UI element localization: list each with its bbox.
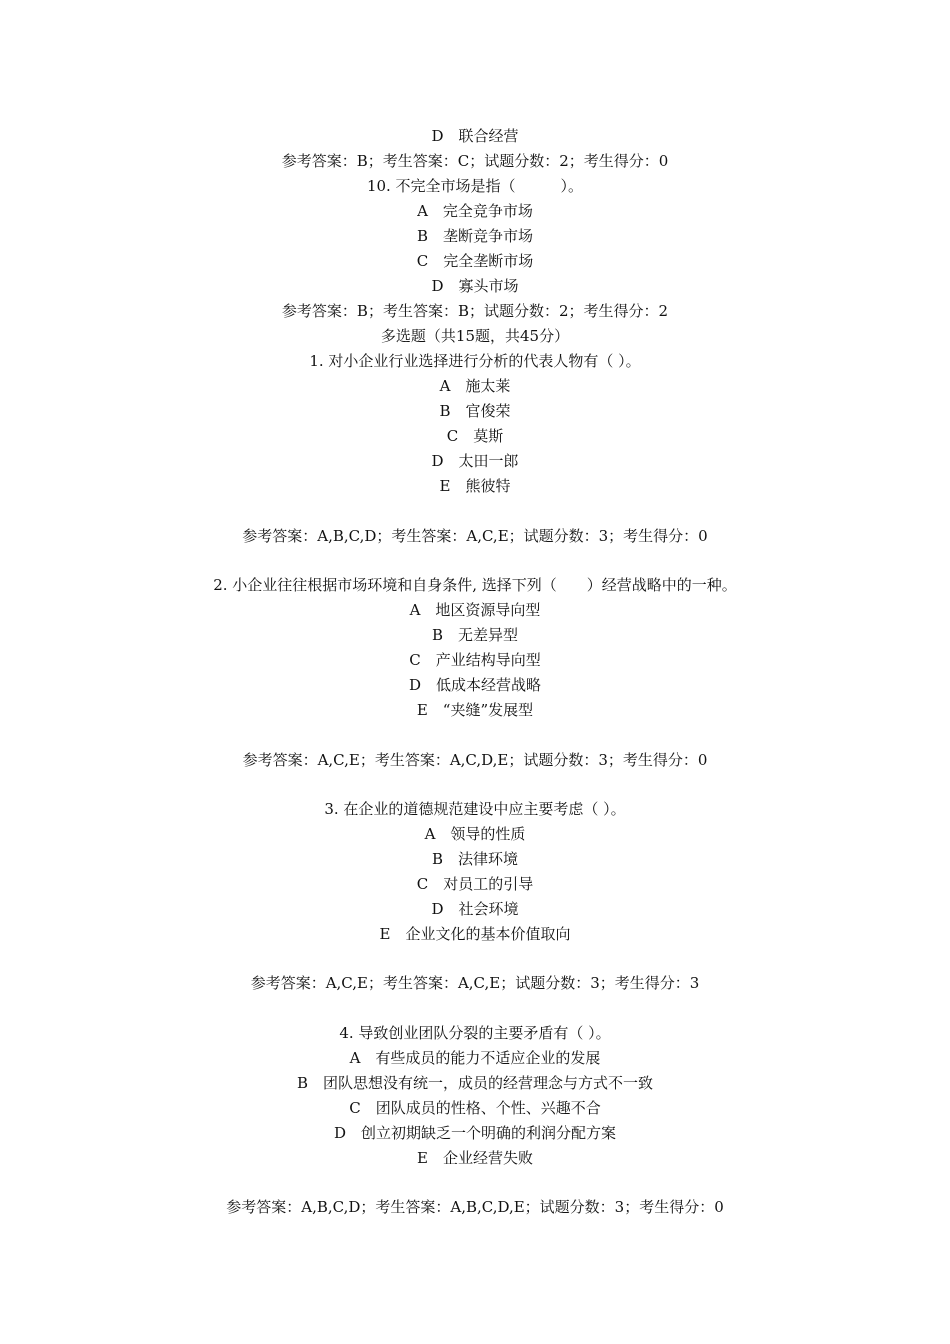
option-line: C 团队成员的性格、个性、兴趣不合 [349, 1099, 601, 1117]
option-line: D 太田一郎 [431, 452, 519, 470]
answer-line: 参考答案：A,C,E；考生答案：A,C,D,E；试题分数：3；考生得分：0 [242, 751, 708, 769]
option-line: E “夹缝”发展型 [416, 701, 534, 719]
option-line: A 完全竞争市场 [417, 202, 533, 220]
option-line: D 创立初期缺乏一个明确的利润分配方案 [333, 1124, 617, 1142]
option-line: C 莫斯 [446, 427, 504, 445]
question-line: 3. 在企业的道德规范建设中应主要考虑（ ）。 [324, 800, 626, 818]
option-line: B 法律环境 [431, 850, 519, 868]
answer-line: 参考答案：B；考生答案：C；试题分数：2；考生得分：0 [281, 152, 669, 170]
question-line: 4. 导致创业团队分裂的主要矛盾有（ ）。 [339, 1024, 611, 1042]
option-line: A 有些成员的能力不适应企业的发展 [349, 1049, 601, 1067]
option-line: D 低成本经营战略 [408, 676, 542, 694]
option-line: B 无差异型 [431, 626, 519, 644]
answer-line: 参考答案：B；考生答案：B；试题分数：2；考生得分：2 [281, 302, 669, 320]
option-line: A 施太莱 [439, 377, 511, 395]
option-line: C 产业结构导向型 [409, 651, 541, 669]
option-line: C 对员工的引导 [416, 875, 534, 893]
answer-line: 参考答案：A,C,E；考生答案：A,C,E；试题分数：3；考生得分：3 [250, 974, 700, 992]
option-line: B 团队思想没有统一，成员的经营理念与方式不一致 [296, 1074, 654, 1092]
option-line: A 地区资源导向型 [409, 601, 541, 619]
question-line: 2. 小企业往往根据市场环境和自身条件, 选择下列（ ）经营战略中的一种。 [213, 576, 737, 594]
option-line: E 企业文化的基本价值取向 [379, 925, 571, 943]
question-line: 1. 对小企业行业选择进行分析的代表人物有（ ）。 [309, 352, 641, 370]
answer-line: 参考答案：A,B,C,D；考生答案：A,B,C,D,E；试题分数：3；考生得分：0 [226, 1198, 724, 1216]
option-line: A 领导的性质 [424, 825, 526, 843]
option-line: C 完全垄断市场 [416, 252, 534, 270]
question-line: 10. 不完全市场是指（ ）。 [366, 177, 584, 195]
option-line: D 社会环境 [431, 900, 519, 918]
option-line: B 垄断竞争市场 [416, 227, 534, 245]
option-line: D 联合经营 [431, 127, 519, 145]
option-line: B 官俊荣 [439, 402, 511, 420]
option-line: E 熊彼特 [439, 477, 511, 495]
option-line: E 企业经营失败 [417, 1149, 533, 1167]
answer-line: 参考答案：A,B,C,D；考生答案：A,C,E；试题分数：3；考生得分：0 [242, 527, 708, 545]
option-line: D 寡头市场 [431, 277, 519, 295]
section-heading: 多选题（共15题，共45分） [380, 327, 570, 345]
